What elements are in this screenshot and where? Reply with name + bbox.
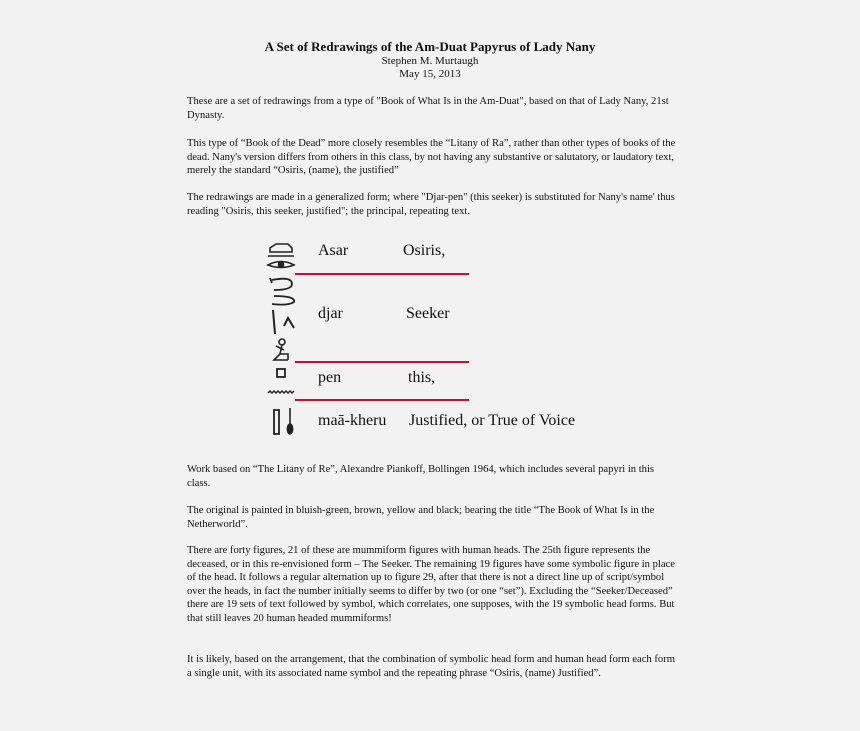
author-name: Stephen M. Murtaugh: [381, 55, 479, 67]
document-header: [0, 39, 860, 81]
paragraph-conclusion: It is likely, based on the arrangement, that the combination of symbolic head form and human head form each form a single unit, with its associated name symbol and the repeating phrase “Osiris, (name) Justified”.: [187, 654, 675, 679]
column-glyph-icon: [274, 410, 279, 434]
transliteration: maā-kheru: [318, 412, 387, 429]
translation: Seeker: [406, 305, 450, 322]
paragraph-book-type: This type of “Book of the Dead” more closely resembles the “Litany of Ra”, rather than other types of books of the dead. Nany's version differs from others in this class, by not having any substantive or salutatory, or laudatory text, merely the standard “Osiris, (name), the justified”: [187, 138, 676, 177]
hieroglyph-column: [262, 238, 302, 438]
eye-glyph-icon: [268, 262, 294, 268]
paragraph-figures: There are forty figures, 21 of these are mummiform figures with human heads. The 25th figure represents the deceased, or in this re-envisioned form – The Seeker. The remaining 19 figures have some symbolic figure in place of the head. It follows a regular alternation up to figure 29, after that there is not a direct line up of script/symbol over the heads, in fact the number initially seems to differ by two (or one “set”). Excluding the “Seeker/Deceased” there are 19 sets of text followed by symbol, which correlates, one supposes, with the 19 symbolic head forms. But that still leaves 20 human headed mummiforms!: [187, 545, 675, 624]
document-title: A Set of Redrawings of the Am-Duat Papyrus of Lady Nany: [264, 39, 596, 54]
paragraph-intro: These are a set of redrawings from a type of "Book of What Is in the Am-Duat", based on that of Lady Nany, 21st Dynasty.: [187, 96, 669, 121]
water-ripple-glyph-icon: [268, 391, 294, 393]
document-date: May 15, 2013: [399, 68, 461, 80]
divider-line: [295, 399, 469, 401]
transliteration: Asar: [318, 242, 349, 259]
paragraph-original: The original is painted in bluish-green, brown, yellow and black; bearing the title “The Book of What Is in the Netherworld”.: [187, 505, 655, 530]
throne-glyph-icon: [268, 244, 294, 256]
stool-glyph-icon: [277, 369, 285, 377]
seated-man-glyph-icon: [274, 339, 288, 360]
translation: this,: [408, 369, 436, 386]
translation: Justified, or True of Voice: [409, 412, 576, 429]
oar-glyph-icon: [287, 408, 292, 434]
divider-line: [295, 361, 469, 363]
transliteration: djar: [318, 305, 343, 322]
paragraph-redrawings: The redrawings are made in a generalized form; where "Djar-pen" (this seeker) is substituted for Nany's name' thus reading "Osiris, this seeker, justified"; the principal, repeating text.: [187, 192, 675, 217]
reed-glyph-icon: [273, 310, 294, 334]
translation: Osiris,: [403, 242, 446, 259]
rope-glyph-icon: [270, 278, 294, 305]
paragraph-source: Work based on “The Litany of Re”, Alexandre Piankoff, Bollingen 1964, which includes several papyri in this class.: [187, 464, 655, 489]
divider-line: [295, 273, 469, 275]
transliteration: pen: [318, 369, 342, 386]
hieroglyph-translation-table: [262, 238, 602, 438]
